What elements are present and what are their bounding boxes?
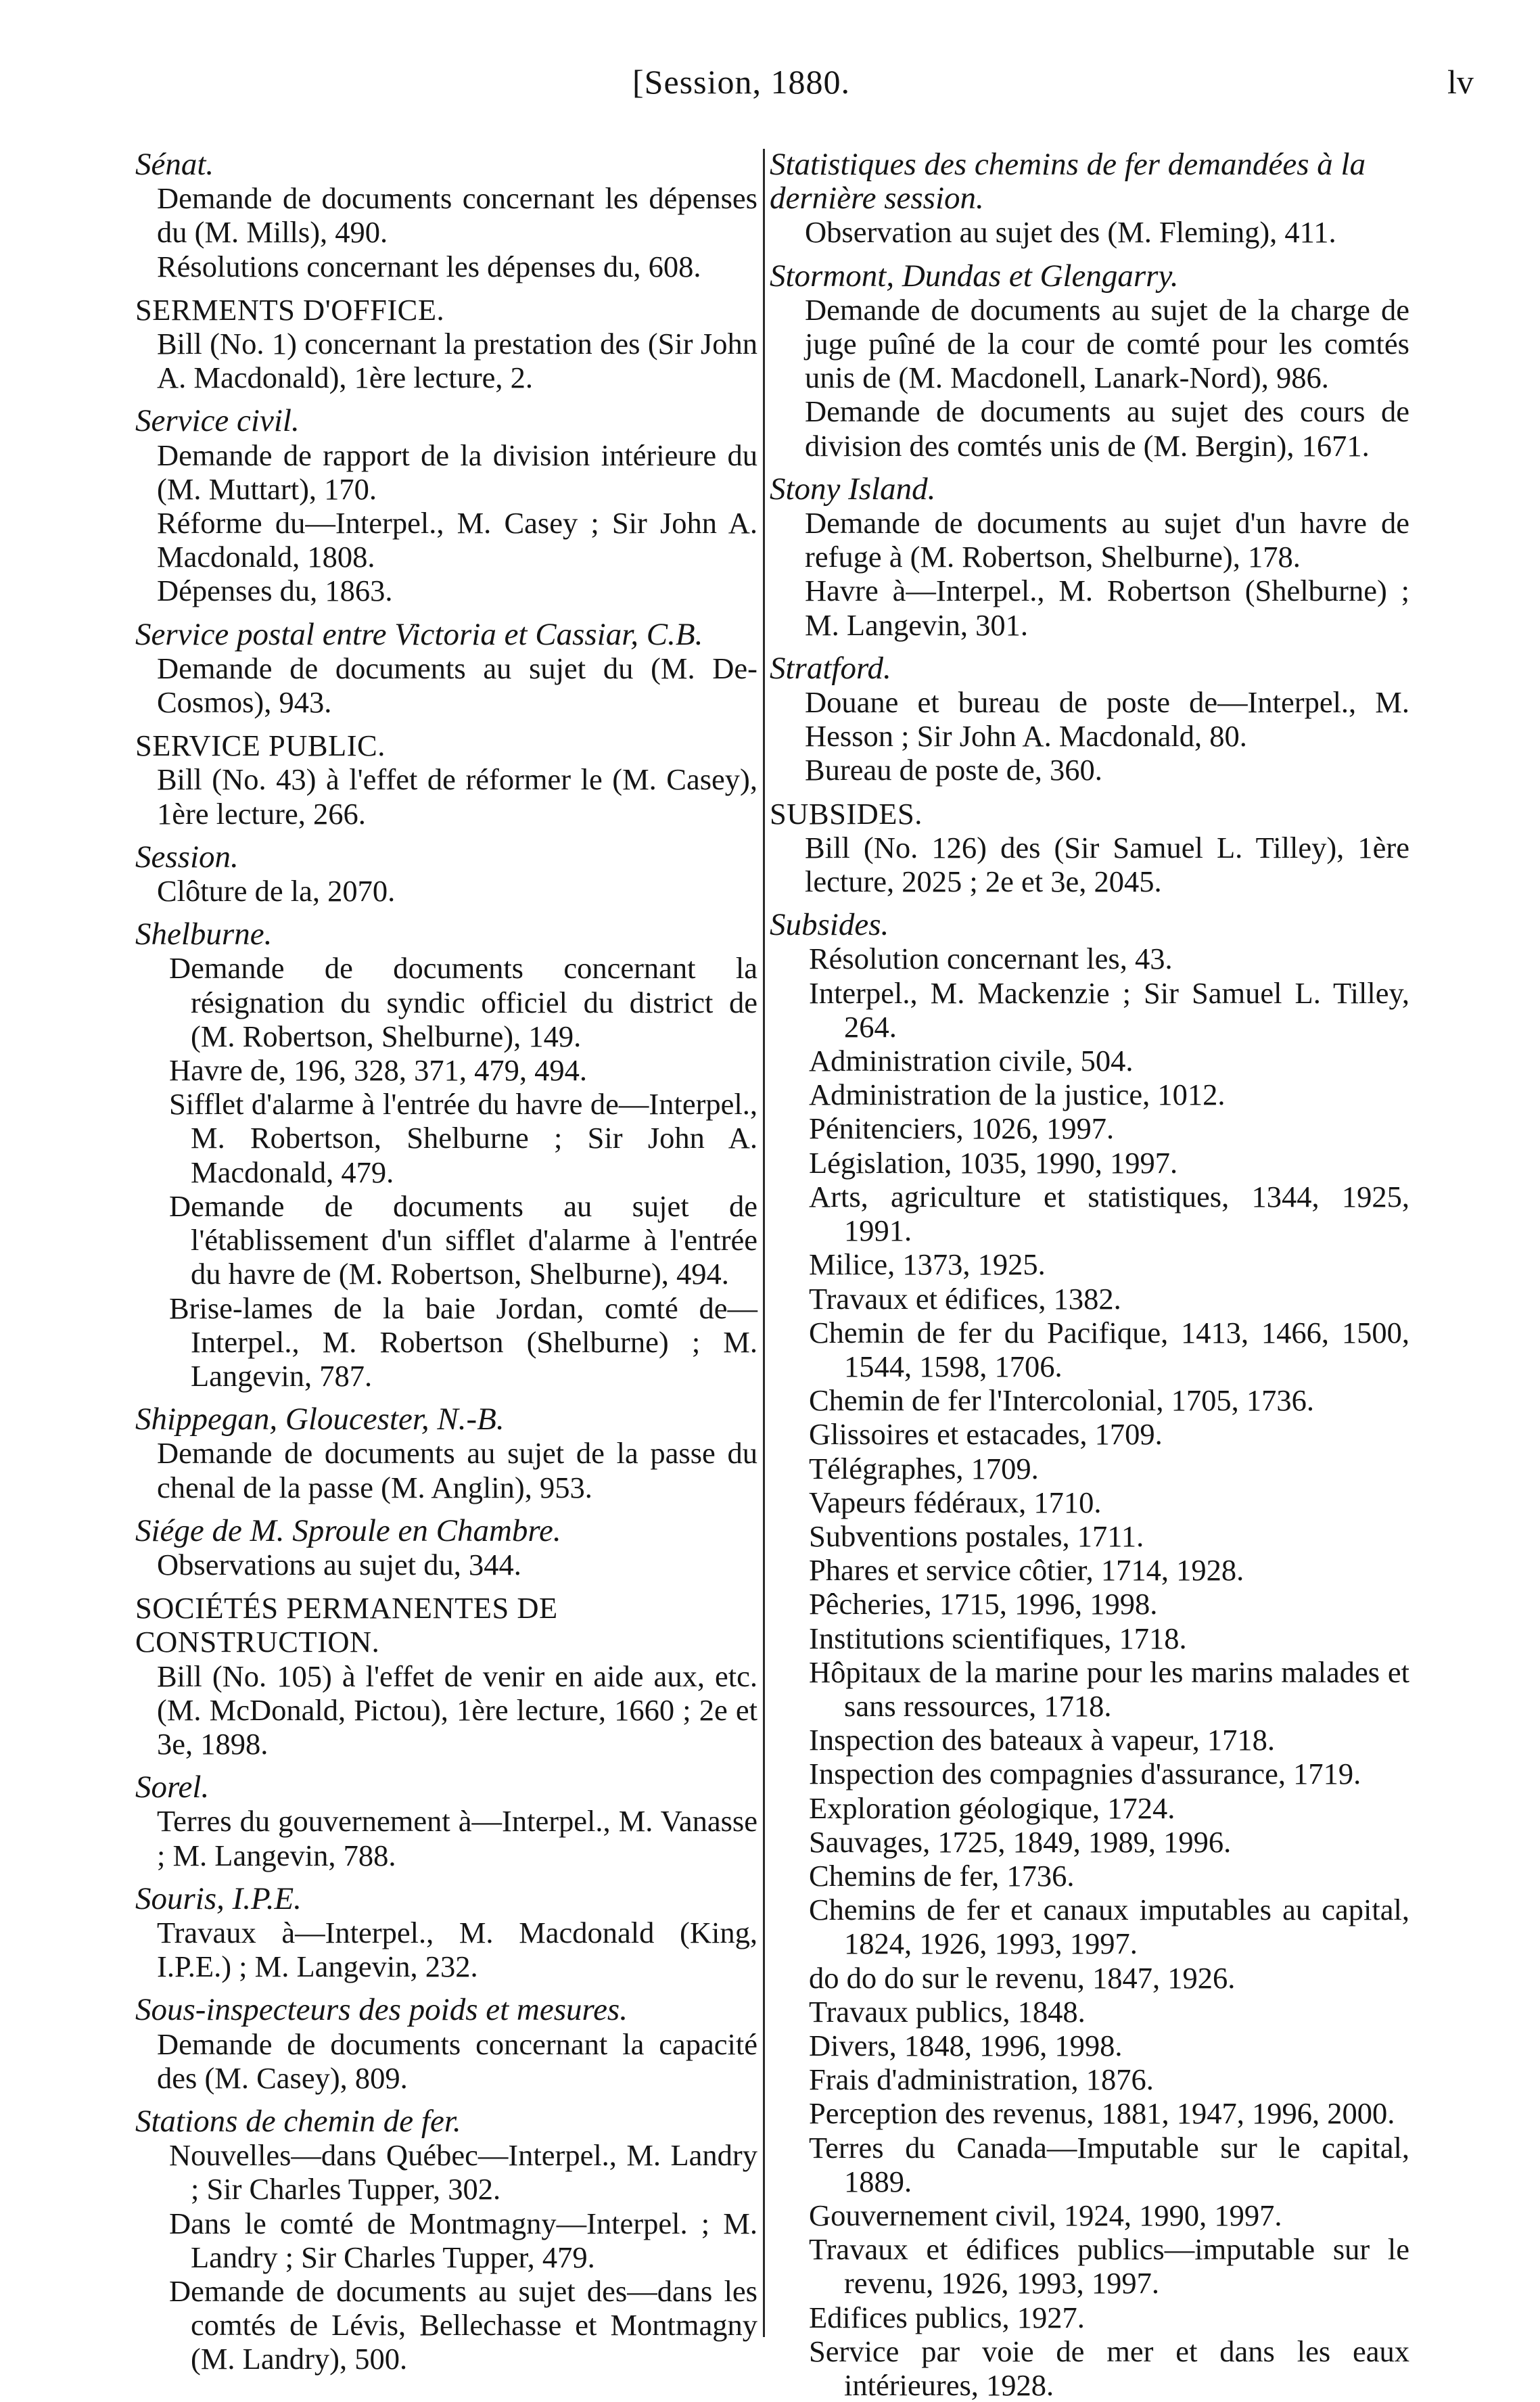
index-heading: Stations de chemin de fer. bbox=[135, 2103, 461, 2139]
index-entry: Pêcheries, 1715, 1996, 1998. bbox=[809, 1587, 1158, 1621]
index-heading: Service civil. bbox=[135, 403, 300, 439]
index-entry: Nouvelles—dans Québec—Interpel., M. Landry ; Sir Charles Tupper, 302. bbox=[169, 2138, 757, 2207]
index-heading: Service postal entre Victoria et Cassiar, C.B. bbox=[135, 616, 703, 652]
index-entry: Demande de documents au sujet du (M. De-Cosmos), 943. bbox=[157, 651, 757, 720]
index-entry: Bill (No. 126) des (Sir Samuel L. Tilley), 1ère lecture, 2025 ; 2e et 3e, 2045. bbox=[805, 830, 1409, 899]
index-heading: Shippegan, Gloucester, N.-B. bbox=[135, 1402, 505, 1437]
index-heading: Sénat. bbox=[135, 147, 214, 182]
index-heading: Siége de M. Sproule en Chambre. bbox=[135, 1512, 561, 1548]
left-column bbox=[135, 147, 757, 2376]
index-entry: Terres du gouvernement à—Interpel., M. Vanasse ; M. Langevin, 788. bbox=[157, 1804, 757, 1872]
index-entry: Frais d'administration, 1876. bbox=[809, 2062, 1154, 2097]
page-number: lv bbox=[1447, 63, 1474, 101]
index-entry: Bill (No. 43) à l'effet de réformer le (M. Casey), 1ère lecture, 266. bbox=[157, 762, 757, 831]
index-heading: Statistiques des chemins de fer demandées à la dernière session. bbox=[770, 147, 1366, 216]
index-entry: Travaux à—Interpel., M. Macdonald (King, I.P.E.) ; M. Langevin, 232. bbox=[157, 1915, 757, 1984]
index-entry: Exploration géologique, 1724. bbox=[809, 1791, 1175, 1825]
index-entry: Demande de documents au sujet d'un havre de refuge à (M. Robertson, Shelburne), 178. bbox=[805, 506, 1409, 574]
index-entry: Demande de documents au sujet de la passe du chenal de la passe (M. Anglin), 953. bbox=[157, 1436, 757, 1504]
index-heading: Shelburne. bbox=[135, 917, 273, 952]
index-entry: Demande de documents au sujet des—dans les comtés de Lévis, Bellechasse et Montmagny (M. Landry), 500. bbox=[169, 2273, 757, 2376]
index-entry: Arts, agriculture et statistiques, 1344, 1925, 1991. bbox=[809, 1179, 1409, 1248]
session-header: [Session, 1880. bbox=[632, 63, 850, 101]
index-heading: SERMENTS D'OFFICE. bbox=[135, 292, 445, 327]
index-heading: Sous-inspecteurs des poids et mesures. bbox=[135, 1992, 628, 2028]
index-entry: Bill (No. 105) à l'effet de venir en aide aux, etc. (M. McDonald, Pictou), 1ère lecture, 1660 ; 2e et 3e, 1898. bbox=[157, 1659, 757, 1761]
index-entry: Travaux et édifices publics—imputable sur le revenu, 1926, 1993, 1997. bbox=[809, 2232, 1409, 2301]
index-entry: Bureau de poste de, 360. bbox=[805, 753, 1102, 787]
index-heading: Stormont, Dundas et Glengarry. bbox=[770, 258, 1179, 294]
index-entry: Observation au sujet des (M. Fleming), 411. bbox=[805, 215, 1336, 250]
index-entry: Dans le comté de Montmagny—Interpel. ; M. Landry ; Sir Charles Tupper, 479. bbox=[169, 2206, 757, 2274]
index-entry: Chemin de fer l'Intercolonial, 1705, 1736. bbox=[809, 1383, 1315, 1418]
index-entry: Observations au sujet du, 344. bbox=[157, 1547, 521, 1581]
index-entry: Demande de documents concernant les dépenses du (M. Mills), 490. bbox=[157, 181, 757, 250]
index-entry: Vapeurs fédéraux, 1710. bbox=[809, 1485, 1102, 1519]
index-entry: Terres du Canada—Imputable sur le capital, 1889. bbox=[809, 2130, 1409, 2198]
index-entry: Service par voie de mer et dans les eaux intérieures, 1928. bbox=[809, 2334, 1409, 2402]
right-column bbox=[770, 147, 1409, 2402]
index-entry: Inspection des compagnies d'assurance, 1719. bbox=[809, 1757, 1361, 1791]
index-entry: Perception des revenus, 1881, 1947, 1996, 2000. bbox=[809, 2096, 1395, 2131]
index-entry: Milice, 1373, 1925. bbox=[809, 1247, 1046, 1282]
index-heading: Souris, I.P.E. bbox=[135, 1880, 302, 1916]
index-entry: Havre de, 196, 328, 371, 479, 494. bbox=[169, 1053, 587, 1088]
index-entry: Sauvages, 1725, 1849, 1989, 1996. bbox=[809, 1824, 1232, 1859]
index-entry: Résolutions concernant les dépenses du, 608. bbox=[157, 249, 701, 283]
index-entry: Demande de documents au sujet des cours de division des comtés unis de (M. Bergin), 1671. bbox=[805, 394, 1409, 463]
index-entry: Demande de documents concernant la capacité des (M. Casey), 809. bbox=[157, 2027, 757, 2095]
index-entry: Edifices publics, 1927. bbox=[809, 2300, 1085, 2334]
index-entry: Pénitenciers, 1026, 1997. bbox=[809, 1111, 1115, 1146]
index-entry: Demande de rapport de la division intérieure du (M. Muttart), 170. bbox=[157, 438, 757, 506]
index-entry: Interpel., M. Mackenzie ; Sir Samuel L. Tilley, 264. bbox=[809, 975, 1409, 1044]
index-entry: Travaux publics, 1848. bbox=[809, 1994, 1086, 2029]
index-heading: Session. bbox=[135, 839, 239, 875]
index-entry: Administration de la justice, 1012. bbox=[809, 1078, 1226, 1112]
index-entry: Demande de documents concernant la résignation du syndic officiel du district de (M. Robertson, Shelburne), 149. bbox=[169, 951, 757, 1053]
index-entry: Inspection des bateaux à vapeur, 1718. bbox=[809, 1723, 1275, 1757]
index-entry: Télégraphes, 1709. bbox=[809, 1451, 1039, 1485]
index-entry: Brise-lames de la baie Jordan, comté de—Interpel., M. Robertson (Shelburne) ; M. Langevin, 787. bbox=[169, 1291, 757, 1393]
index-entry: Législation, 1035, 1990, 1997. bbox=[809, 1145, 1178, 1180]
index-heading: Subsides. bbox=[770, 907, 889, 943]
index-heading: Sorel. bbox=[135, 1770, 210, 1805]
index-heading: SERVICE PUBLIC. bbox=[135, 729, 386, 763]
index-entry: Administration civile, 504. bbox=[809, 1044, 1134, 1078]
index-entry: Institutions scientifiques, 1718. bbox=[809, 1621, 1187, 1655]
index-entry: Chemins de fer, 1736. bbox=[809, 1858, 1075, 1893]
column-divider bbox=[763, 149, 765, 2337]
index-entry: Demande de documents au sujet de la charge de juge puîné de la cour de comté pour les comtés unis de (M. Macdonell, Lanark-Nord), 986. bbox=[805, 292, 1409, 395]
index-heading: Stratford. bbox=[770, 650, 891, 686]
index-entry: Sifflet d'alarme à l'entrée du havre de—Interpel., M. Robertson, Shelburne ; Sir John A. Macdonald, 479. bbox=[169, 1087, 757, 1189]
index-entry: Chemins de fer et canaux imputables au capital, 1824, 1926, 1993, 1997. bbox=[809, 1893, 1409, 1961]
index-entry: Dépenses du, 1863. bbox=[157, 574, 393, 608]
index-entry: Divers, 1848, 1996, 1998. bbox=[809, 2028, 1123, 2062]
index-entry: Hôpitaux de la marine pour les marins malades et sans ressources, 1718. bbox=[809, 1655, 1409, 1723]
index-entry: Réforme du—Interpel., M. Casey ; Sir John A. Macdonald, 1808. bbox=[157, 506, 757, 574]
index-heading: SOCIÉTÉS PERMANENTES DE CONSTRUCTION. bbox=[135, 1591, 558, 1659]
index-entry: Subventions postales, 1711. bbox=[809, 1519, 1144, 1553]
index-entry: Havre à—Interpel., M. Robertson (Shelburne) ; M. Langevin, 301. bbox=[805, 574, 1409, 642]
index-entry: Douane et bureau de poste de—Interpel., M. Hesson ; Sir John A. Macdonald, 80. bbox=[805, 685, 1409, 754]
index-entry: Chemin de fer du Pacifique, 1413, 1466, 1500, 1544, 1598, 1706. bbox=[809, 1315, 1409, 1383]
index-heading: Stony Island. bbox=[770, 471, 936, 507]
index-entry: Travaux et édifices, 1382. bbox=[809, 1281, 1121, 1316]
index-entry: Demande de documents au sujet de l'établissement d'un sifflet d'alarme à l'entrée du havre de (M. Robertson, Shelburne), 494. bbox=[169, 1188, 757, 1291]
index-entry: Clôture de la, 2070. bbox=[157, 874, 396, 908]
index-entry: Phares et service côtier, 1714, 1928. bbox=[809, 1553, 1244, 1588]
index-heading: SUBSIDES. bbox=[770, 796, 923, 831]
index-entry: Bill (No. 1) concernant la prestation des (Sir John A. Macdonald), 1ère lecture, 2. bbox=[157, 327, 757, 395]
page-header bbox=[0, 62, 1540, 110]
index-entry: Glissoires et estacades, 1709. bbox=[809, 1417, 1163, 1452]
index-entry: Résolution concernant les, 43. bbox=[809, 942, 1173, 976]
index-entry: do do do sur le revenu, 1847, 1926. bbox=[809, 1960, 1236, 1995]
index-entry: Gouvernement civil, 1924, 1990, 1997. bbox=[809, 2198, 1282, 2232]
